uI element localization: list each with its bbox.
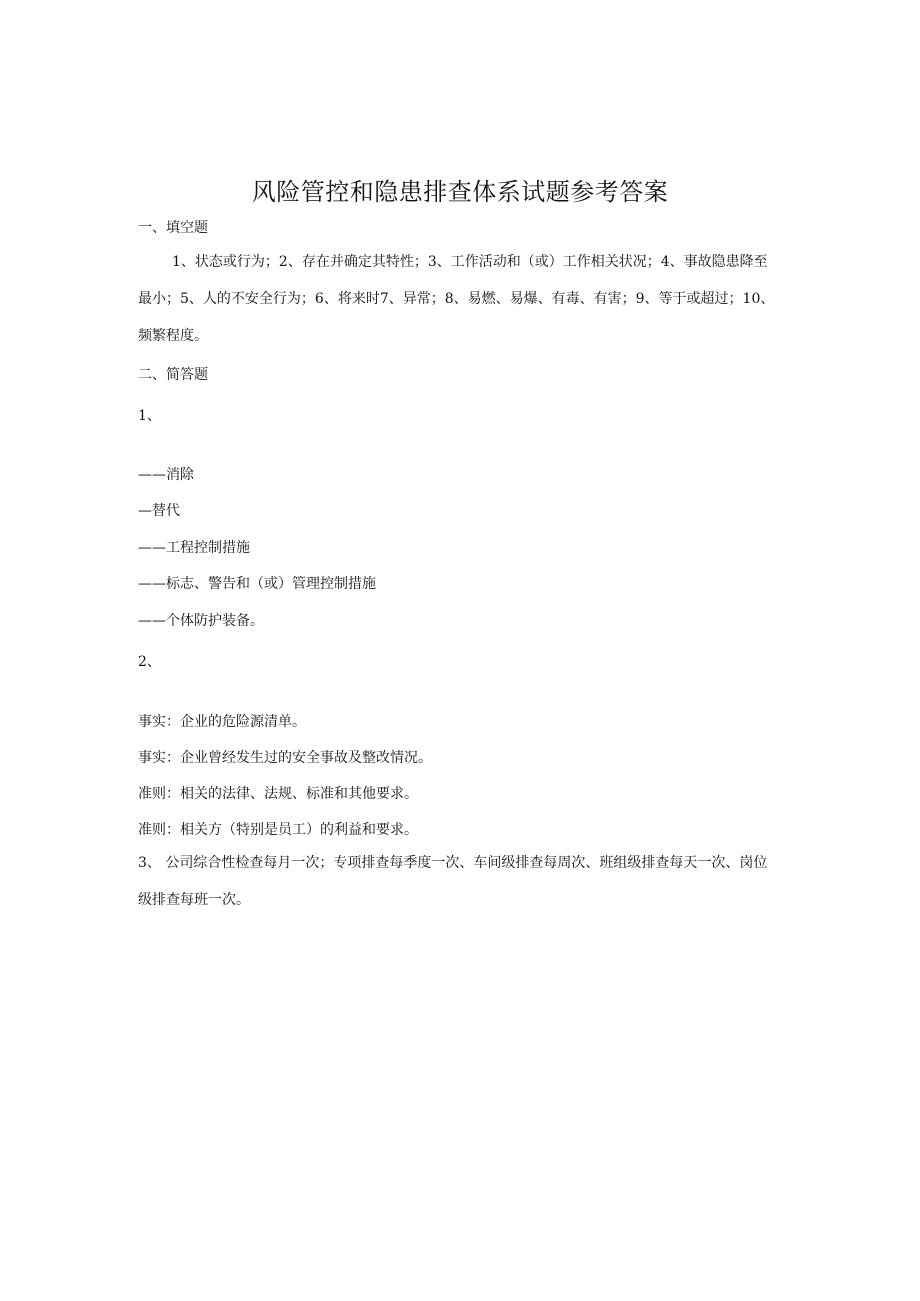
question-1-number: 1、: [138, 408, 161, 424]
question-3-answer: 3、 公司综合性检查每月一次；专项排查每季度一次、车间级排查每周次、班组级排查每天一次、岗位级排查每班一次。: [138, 855, 768, 908]
q1-item: ——个体防护装备。: [138, 613, 264, 629]
q2-item: 事实：企业曾经发生过的安全事故及整改情况。: [138, 750, 432, 766]
q2-item: 准则：相关的法律、法规、标准和其他要求。: [138, 786, 418, 802]
question-2-number: 2、: [138, 654, 161, 670]
q2-item: 准则：相关方（特别是员工）的利益和要求。: [138, 822, 418, 838]
q2-item: 事实：企业的危险源清单。: [138, 714, 306, 730]
q1-item: ——工程控制措施: [138, 540, 250, 556]
section-heading-fill-in: 一、填空题: [138, 220, 208, 236]
q1-item: ——标志、警告和（或）管理控制措施: [138, 576, 376, 592]
document-title: 风险管控和隐患排查体系试题参考答案: [251, 178, 669, 206]
section-heading-short-answer: 二、简答题: [138, 367, 208, 383]
fill-in-answers: 1、状态或行为；2、存在并确定其特性；3、工作活动和（或）工作相关状况；4、事故隐患降至最小；5、人的不安全行为；6、将来时7、异常；8、易燃、易爆、有毒、有害；9、等于或超过；10、频繁程度。: [138, 254, 775, 344]
q1-item: —替代: [138, 503, 180, 519]
q1-item: ——消除: [138, 467, 194, 483]
